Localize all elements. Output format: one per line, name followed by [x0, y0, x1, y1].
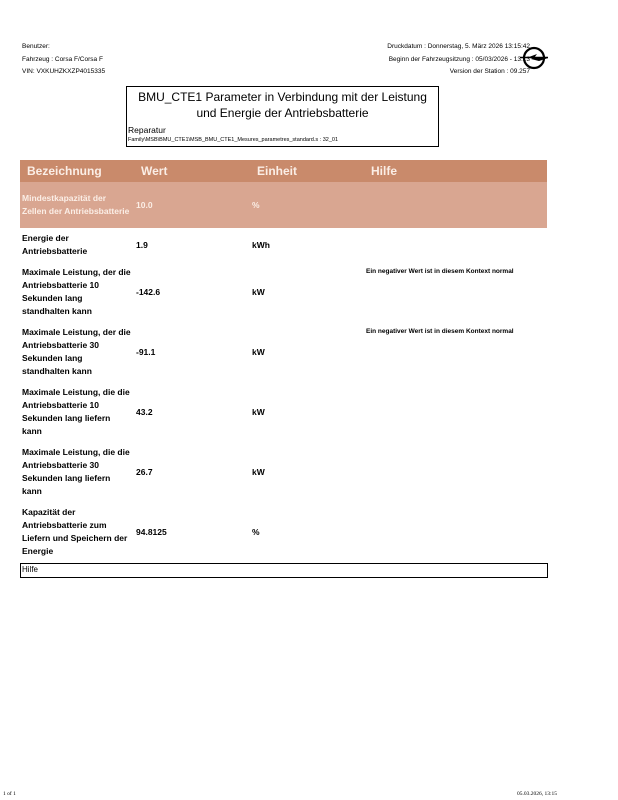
row-help: Ein negativer Wert ist in diesem Kontext normal	[366, 328, 514, 335]
column-header-value: Wert	[134, 160, 250, 182]
table-row	[20, 322, 547, 382]
row-unit: kW	[252, 346, 265, 357]
row-unit: kW	[252, 286, 265, 297]
row-value: 1.9	[136, 239, 148, 250]
row-value: -91.1	[136, 346, 156, 357]
row-name: Energie der Antriebsbatterie	[22, 233, 88, 256]
report-title	[127, 89, 438, 121]
row-name: Maximale Leistung, der die Antriebsbatterie 30 Sekunden lang standhalten kann	[22, 327, 131, 376]
table-header-row	[20, 160, 547, 182]
row-value: 10.0	[134, 182, 250, 228]
table-row	[20, 182, 547, 228]
header-right	[387, 41, 530, 79]
table-row	[20, 502, 547, 562]
opel-logo-icon	[519, 45, 549, 71]
row-value: 94.8125	[136, 526, 167, 537]
report-title-box	[126, 86, 439, 147]
row-help	[364, 382, 547, 442]
table-row	[20, 262, 547, 322]
row-help	[364, 502, 547, 562]
column-header-name: Bezeichnung	[20, 160, 134, 182]
row-name: Kapazität der Antriebsbatterie zum Liefern und Speichern der Energie	[22, 507, 128, 556]
row-name: Maximale Leistung, der die Antriebsbatterie 10 Sekunden lang standhalten kann	[22, 267, 131, 316]
page-number: 1 of 1	[3, 791, 16, 797]
row-unit: kW	[252, 466, 265, 477]
row-help	[364, 442, 547, 502]
report-subtitle: Reparatur	[128, 125, 166, 135]
station-version: Version der Station : 09.257	[449, 68, 530, 75]
vehicle-label: Fahrzeug : Corsa F/Corsa F	[22, 55, 103, 63]
title-line-2: und Energie der Antriebsbatterie	[196, 106, 369, 120]
parameters-table	[20, 160, 547, 562]
print-date: Druckdatum : Donnerstag, 5. März 2026 13:15:42	[387, 43, 530, 50]
row-value: -142.6	[136, 286, 161, 297]
row-help: Ein negativer Wert ist in diesem Kontext normal	[366, 268, 514, 275]
report-path: Family\MSB\BMU_CTE1\MSB_BMU_CTE1_Mesures_parametres_standard.s : 32_01	[128, 137, 338, 143]
row-unit: kW	[252, 406, 265, 417]
row-name: Maximale Leistung, die die Antriebsbatterie 10 Sekunden lang liefern kann	[22, 387, 130, 436]
footer-datetime: 05.03.2026, 13:15	[517, 791, 558, 797]
row-unit: kWh	[252, 239, 270, 250]
table-row	[20, 382, 547, 442]
row-unit: %	[252, 526, 260, 537]
column-header-unit: Einheit	[250, 160, 364, 182]
header-left	[22, 41, 105, 79]
row-help	[364, 182, 547, 228]
session-start: Beginn der Fahrzeugsitzung : 05/03/2026 - 13:13	[388, 55, 530, 63]
title-line-1: BMU_CTE1 Parameter in Verbindung mit der Leistung	[138, 90, 427, 104]
row-help	[364, 228, 547, 262]
row-unit: %	[250, 182, 364, 228]
user-label: Benutzer:	[22, 43, 50, 50]
table-row	[20, 228, 547, 262]
help-box: Hilfe	[20, 563, 548, 578]
vin-label: VIN: VXKUHZKXZP4015335	[22, 68, 106, 75]
row-name: Mindestkapazität der Zellen der Antriebsbatterie	[20, 182, 134, 228]
row-value: 43.2	[136, 406, 153, 417]
row-value: 26.7	[136, 466, 153, 477]
row-name: Maximale Leistung, die die Antriebsbatterie 30 Sekunden lang liefern kann	[22, 447, 130, 496]
column-header-help: Hilfe	[364, 160, 547, 182]
table-row	[20, 442, 547, 502]
